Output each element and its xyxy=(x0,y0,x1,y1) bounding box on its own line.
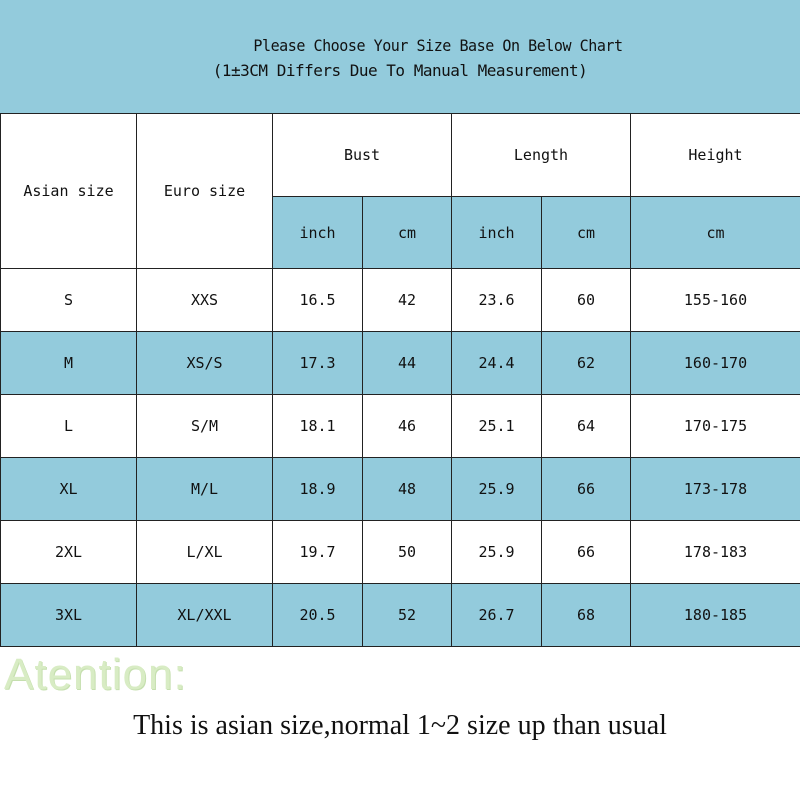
size-table xyxy=(0,113,800,647)
table-row xyxy=(1,521,800,584)
table-row xyxy=(1,395,800,458)
header-subtitle: (1±3CM Differs Due To Manual Measurement) xyxy=(212,61,588,80)
header-row-1 xyxy=(1,114,800,197)
cell-euro-size: L/XL xyxy=(137,521,273,584)
subheader-length-cm: cm xyxy=(542,197,631,269)
cell-height-cm: 155-160 xyxy=(631,269,800,332)
subheader-length-inch: inch xyxy=(452,197,542,269)
subheader-bust-cm: cm xyxy=(363,197,452,269)
cell-length-inch: 25.9 xyxy=(452,458,542,521)
cell-bust-cm: 50 xyxy=(363,521,452,584)
cell-length-cm: 66 xyxy=(542,458,631,521)
cell-bust-inch: 16.5 xyxy=(273,269,363,332)
cell-length-cm: 60 xyxy=(542,269,631,332)
cell-height-cm: 170-175 xyxy=(631,395,800,458)
cell-height-cm: 173-178 xyxy=(631,458,800,521)
col-header-bust: Bust xyxy=(273,114,452,197)
col-header-asian-size: Asian size xyxy=(1,114,137,269)
cell-length-cm: 62 xyxy=(542,332,631,395)
cell-asian-size: 2XL xyxy=(1,521,137,584)
cell-bust-inch: 18.1 xyxy=(273,395,363,458)
table-row xyxy=(1,458,800,521)
cell-asian-size: S xyxy=(1,269,137,332)
cell-height-cm: 178-183 xyxy=(631,521,800,584)
cell-length-cm: 68 xyxy=(542,584,631,647)
cell-length-cm: 64 xyxy=(542,395,631,458)
cell-bust-cm: 46 xyxy=(363,395,452,458)
col-header-euro-size: Euro size xyxy=(137,114,273,269)
cell-asian-size: L xyxy=(1,395,137,458)
table-row xyxy=(1,269,800,332)
header-title: Please Choose Your Size Base On Below Chart xyxy=(253,36,623,55)
cell-bust-inch: 19.7 xyxy=(273,521,363,584)
col-header-height: Height xyxy=(631,114,800,197)
cell-length-inch: 24.4 xyxy=(452,332,542,395)
subheader-bust-inch: inch xyxy=(273,197,363,269)
size-note: This is asian size,normal 1~2 size up than usual xyxy=(133,710,667,741)
table-row xyxy=(1,332,800,395)
cell-length-cm: 66 xyxy=(542,521,631,584)
cell-euro-size: M/L xyxy=(137,458,273,521)
cell-euro-size: S/M xyxy=(137,395,273,458)
cell-length-inch: 26.7 xyxy=(452,584,542,647)
cell-length-inch: 25.9 xyxy=(452,521,542,584)
cell-length-inch: 25.1 xyxy=(452,395,542,458)
cell-asian-size: XL xyxy=(1,458,137,521)
table-row xyxy=(1,584,800,647)
cell-euro-size: XXS xyxy=(137,269,273,332)
cell-asian-size: M xyxy=(1,332,137,395)
cell-height-cm: 160-170 xyxy=(631,332,800,395)
cell-height-cm: 180-185 xyxy=(631,584,800,647)
cell-bust-cm: 42 xyxy=(363,269,452,332)
cell-bust-cm: 52 xyxy=(363,584,452,647)
col-header-length: Length xyxy=(452,114,631,197)
cell-asian-size: 3XL xyxy=(1,584,137,647)
cell-euro-size: XS/S xyxy=(137,332,273,395)
attention-label: Atention: xyxy=(4,650,187,699)
cell-bust-inch: 17.3 xyxy=(273,332,363,395)
cell-length-inch: 23.6 xyxy=(452,269,542,332)
cell-bust-inch: 18.9 xyxy=(273,458,363,521)
subheader-height-cm: cm xyxy=(631,197,800,269)
cell-bust-cm: 44 xyxy=(363,332,452,395)
cell-bust-inch: 20.5 xyxy=(273,584,363,647)
cell-euro-size: XL/XXL xyxy=(137,584,273,647)
cell-bust-cm: 48 xyxy=(363,458,452,521)
chart-header xyxy=(0,0,800,113)
